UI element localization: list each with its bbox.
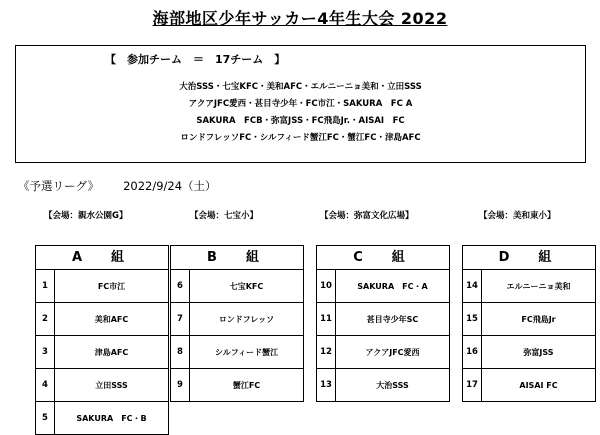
team-name: SAKURA FC・B <box>76 413 147 423</box>
group-a-header: A 組 <box>36 246 168 270</box>
participants-line: ロンドフレッソFC・シルフィード蟹江FC・蟹江FC・津島AFC <box>180 133 421 143</box>
participants-line: 大治SSS・七宝KFC・美和AFC・エルニーニョ美和・立田SSS <box>179 82 422 92</box>
group-d-header: D 組 <box>463 246 595 270</box>
team-number: 15 <box>463 303 482 335</box>
group-c-header: C 組 <box>317 246 449 270</box>
team-number: 2 <box>36 303 55 335</box>
team-number: 9 <box>171 369 190 401</box>
table-row <box>463 336 595 369</box>
page-title: 海部地区少年サッカー4年生大会 2022 <box>152 9 448 28</box>
participants-box <box>15 45 586 163</box>
group-b-table <box>170 245 304 402</box>
group-c-table <box>316 245 450 402</box>
team-name: 美和AFC <box>94 314 129 324</box>
prelim-league-heading <box>18 178 241 194</box>
table-row <box>171 336 303 369</box>
table-row <box>36 336 168 369</box>
table-row <box>171 369 303 401</box>
team-name: 七宝KFC <box>229 281 264 291</box>
table-row <box>317 369 449 401</box>
team-name: FC飛島Jr <box>521 314 556 324</box>
participants-line: SAKURA FCB・弥富JSS・FC飛島Jr.・AISAI FC <box>196 116 405 126</box>
team-number: 17 <box>463 369 482 401</box>
venue-group-b: 【会場：七宝小】 <box>190 211 259 221</box>
table-row <box>36 270 168 303</box>
group-a-table <box>35 245 169 435</box>
participants-list <box>16 79 585 147</box>
team-number: 14 <box>463 270 482 302</box>
table-row <box>463 303 595 336</box>
team-number: 7 <box>171 303 190 335</box>
table-row <box>171 303 303 336</box>
venue-group-c: 【会場：弥富文化広場】 <box>320 211 414 221</box>
team-number: 10 <box>317 270 336 302</box>
venue-group-a: 【会場：親水公園G】 <box>44 211 128 221</box>
table-row <box>317 270 449 303</box>
table-row <box>317 303 449 336</box>
team-name: 立田SSS <box>95 380 128 390</box>
team-number: 5 <box>36 402 55 434</box>
team-number: 13 <box>317 369 336 401</box>
group-b-header: B 組 <box>171 246 303 270</box>
team-name: SAKURA FC・A <box>357 281 428 291</box>
prelim-label: 《予選リーグ》 <box>18 179 100 193</box>
team-name: AISAI FC <box>519 380 558 390</box>
team-name: FC市江 <box>97 281 126 291</box>
team-name: 弥富JSS <box>523 347 554 357</box>
table-row <box>463 270 595 303</box>
team-name: アクアJFC愛西 <box>365 347 420 357</box>
group-d-table <box>462 245 596 402</box>
table-row <box>36 369 168 402</box>
team-number: 8 <box>171 336 190 368</box>
team-name: シルフィード蟹江 <box>214 347 279 357</box>
team-number: 1 <box>36 270 55 302</box>
team-name: 蟹江FC <box>232 380 261 390</box>
table-row <box>36 303 168 336</box>
participants-heading: 【 参加チーム ＝ 17チーム 】 <box>105 53 286 66</box>
venue-group-d: 【会場：美和東小】 <box>479 211 556 221</box>
team-number: 3 <box>36 336 55 368</box>
team-name: エルニーニョ美和 <box>506 281 571 291</box>
team-name: 津島AFC <box>94 347 129 357</box>
team-number: 16 <box>463 336 482 368</box>
table-row <box>171 270 303 303</box>
team-number: 12 <box>317 336 336 368</box>
team-number: 4 <box>36 369 55 401</box>
team-number: 6 <box>171 270 190 302</box>
table-row <box>463 369 595 401</box>
team-name: 大治SSS <box>376 380 409 390</box>
team-name: 甚目寺少年SC <box>366 314 419 324</box>
participants-line: アクアJFC愛西・甚目寺少年・FC市江・SAKURA FC A <box>188 99 413 109</box>
team-number: 11 <box>317 303 336 335</box>
prelim-date: 2022/9/24（土） <box>123 179 217 193</box>
table-row <box>36 402 168 434</box>
team-name: ロンドフレッソ <box>218 314 275 324</box>
table-row <box>317 336 449 369</box>
